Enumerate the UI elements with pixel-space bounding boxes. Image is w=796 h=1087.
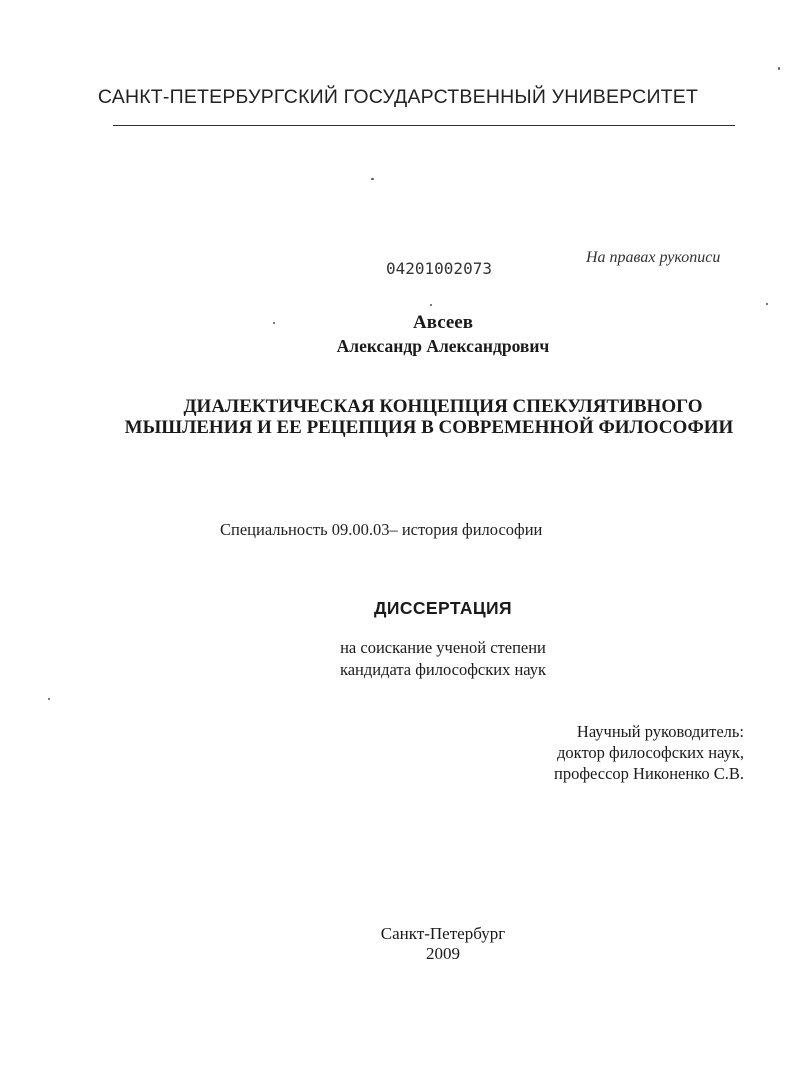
manuscript-note: На правах рукописи [586, 249, 721, 266]
document-type: ДИССЕРТАЦИЯ [374, 598, 512, 618]
scan-speck [778, 67, 780, 70]
advisor-label: Научный руководитель: [576, 722, 744, 741]
scan-speck [48, 698, 50, 700]
scan-speck [766, 303, 768, 305]
header-rule [113, 125, 735, 126]
advisor-block [554, 721, 744, 784]
year: 2009 [426, 944, 460, 963]
author-surname: Авсеев [412, 312, 473, 333]
thesis-title-line-1: ДИАЛЕКТИЧЕСКАЯ КОНЦЕПЦИЯ СПЕКУЛЯТИВНОГО [183, 396, 703, 417]
advisor-name: профессор Никоненко С.В. [554, 764, 744, 783]
university-name: САНКТ-ПЕТЕРБУРГСКИЙ ГОСУДАРСТВЕННЫЙ УНИВЕРСИТЕТ [97, 86, 699, 108]
scan-speck [371, 178, 374, 180]
degree-line-2: кандидата философских наук [339, 660, 547, 679]
catalog-number: 04201002073 [386, 259, 492, 278]
scan-speck [430, 304, 432, 306]
degree-line-1: на соискание ученой степени [340, 638, 546, 657]
specialty: Специальность 09.00.03– история философии [220, 520, 543, 539]
author-given-names: Александр Александрович [336, 336, 550, 356]
city: Санкт-Петербург [380, 924, 506, 943]
advisor-degree: доктор философских наук, [557, 743, 744, 762]
thesis-title-line-2: МЫШЛЕНИЯ И ЕЕ РЕЦЕПЦИЯ В СОВРЕМЕННОЙ ФИЛОСОФИИ [124, 417, 734, 438]
